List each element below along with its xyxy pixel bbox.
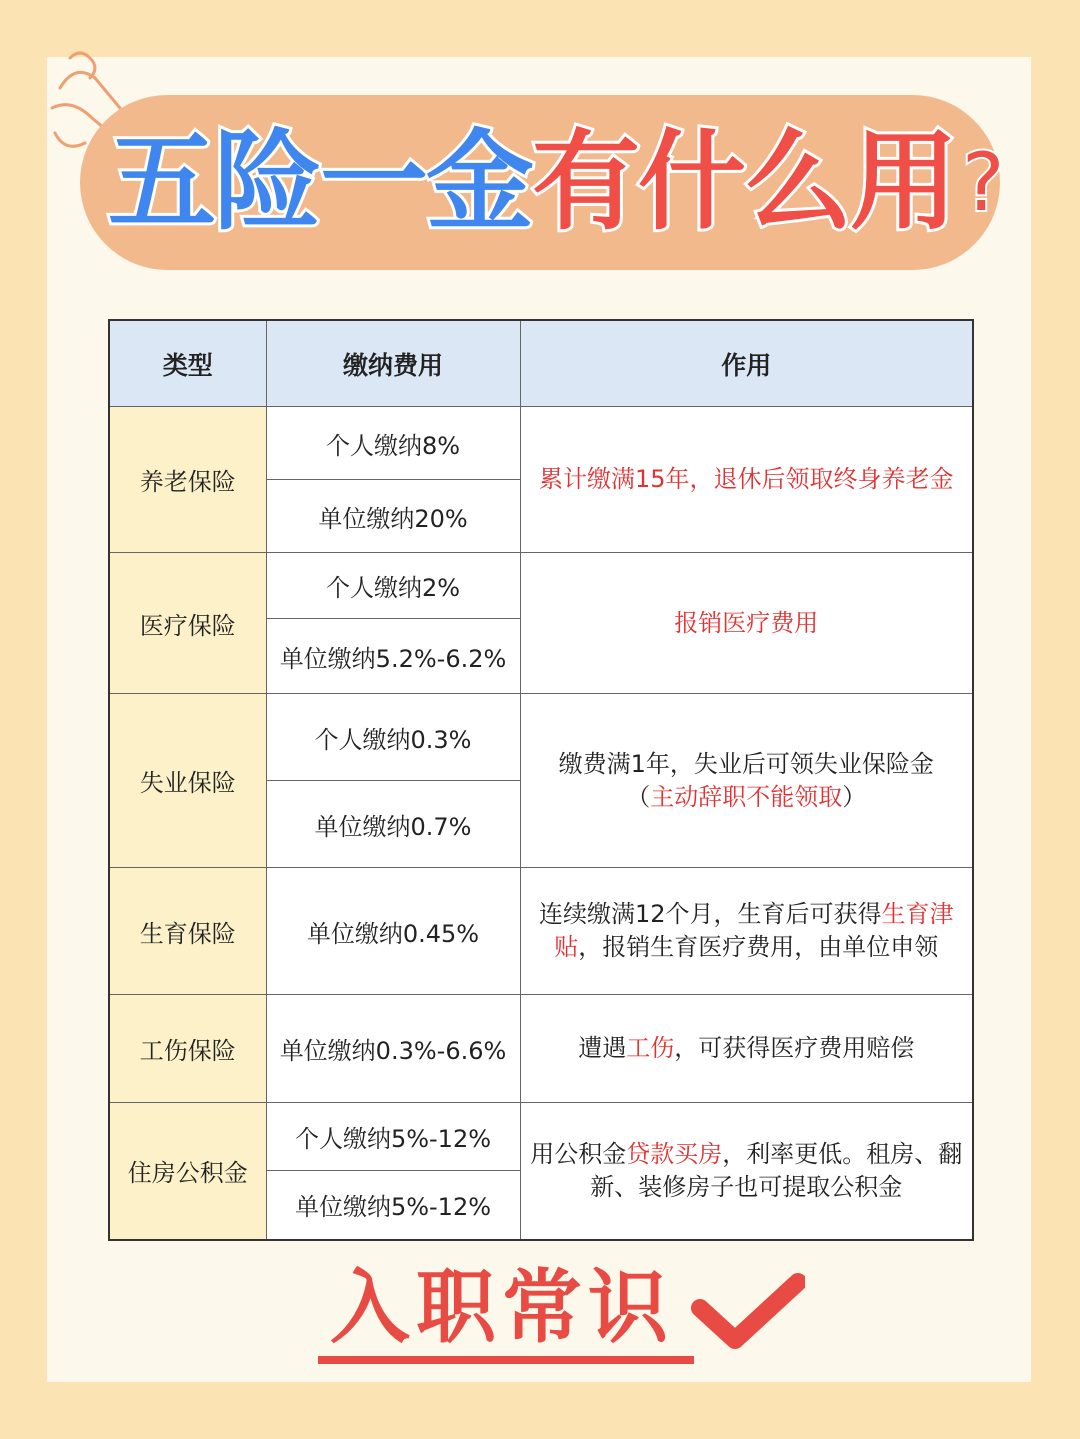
effect-text: 连续缴满12个月，生育后可获得 bbox=[538, 900, 882, 928]
cell-fee: 个人缴纳2% bbox=[266, 553, 520, 619]
cell-type: 住房公积金 bbox=[109, 1103, 266, 1240]
table-row bbox=[109, 553, 973, 619]
table-row bbox=[109, 1103, 973, 1171]
effect-text: 遭遇 bbox=[578, 1034, 627, 1062]
effect-highlight-text: 贷款买房 bbox=[626, 1139, 723, 1168]
effect-text: ，利率更低。租房、翻新、装修房子也可提取公积金 bbox=[590, 1139, 963, 1201]
title-part-blue: 五险一金 bbox=[108, 120, 533, 245]
footer-underline bbox=[318, 1356, 694, 1364]
header-fee: 缴纳费用 bbox=[266, 320, 520, 407]
table-header-row bbox=[109, 320, 973, 407]
table-body bbox=[109, 407, 973, 1240]
cell-fee: 单位缴纳5.2%-6.2% bbox=[266, 619, 520, 694]
cell-fee: 单位缴纳0.3%-6.6% bbox=[266, 995, 520, 1103]
effect-highlight-text: 主动辞职不能领取 bbox=[650, 782, 843, 811]
effect-highlight-text: 报销医疗费用 bbox=[674, 608, 819, 637]
cell-type: 生育保险 bbox=[109, 868, 266, 995]
cell-type: 养老保险 bbox=[109, 407, 266, 553]
cell-effect bbox=[520, 694, 973, 868]
header-type: 类型 bbox=[109, 320, 266, 407]
table-row bbox=[109, 407, 973, 480]
table-row bbox=[109, 694, 973, 781]
page-title bbox=[108, 108, 1018, 258]
cell-fee: 个人缴纳8% bbox=[266, 407, 520, 480]
table-row bbox=[109, 995, 973, 1103]
effect-text: 用公积金 bbox=[530, 1139, 627, 1168]
checkmark-icon bbox=[690, 1270, 805, 1350]
effect-highlight-text: 生育津贴 bbox=[554, 900, 954, 961]
effect-text: ，报销生育医疗费用，由单位申领 bbox=[578, 933, 939, 961]
cell-fee: 个人缴纳0.3% bbox=[266, 694, 520, 781]
cell-fee: 单位缴纳0.7% bbox=[266, 781, 520, 868]
effect-text: （ bbox=[626, 782, 651, 811]
effect-text: 缴费满1年，失业后可领失业保险金 bbox=[558, 749, 934, 778]
cell-type: 工伤保险 bbox=[109, 995, 266, 1103]
title-question-mark: ? bbox=[962, 136, 1003, 229]
effect-highlight-text: 工伤 bbox=[626, 1034, 675, 1062]
table-row bbox=[109, 868, 973, 995]
footer-title: 入职常识 bbox=[330, 1260, 674, 1354]
cell-type: 失业保险 bbox=[109, 694, 266, 868]
header-effect: 作用 bbox=[520, 320, 973, 407]
cell-fee: 单位缴纳5%-12% bbox=[266, 1171, 520, 1240]
effect-text: ） bbox=[842, 782, 867, 811]
insurance-table bbox=[108, 319, 974, 1241]
cell-effect bbox=[520, 1103, 973, 1240]
cell-effect bbox=[520, 868, 973, 995]
cell-fee: 单位缴纳0.45% bbox=[266, 868, 520, 995]
title-part-red: 有什么用 bbox=[532, 120, 957, 245]
cell-effect bbox=[520, 553, 973, 694]
cell-fee: 单位缴纳20% bbox=[266, 480, 520, 553]
cell-fee: 个人缴纳5%-12% bbox=[266, 1103, 520, 1171]
effect-text: ，可获得医疗费用赔偿 bbox=[674, 1034, 915, 1062]
cell-effect bbox=[520, 407, 973, 553]
effect-highlight-text: 累计缴满15年，退休后领取终身养老金 bbox=[538, 465, 954, 493]
cell-type: 医疗保险 bbox=[109, 553, 266, 694]
cell-effect bbox=[520, 995, 973, 1103]
